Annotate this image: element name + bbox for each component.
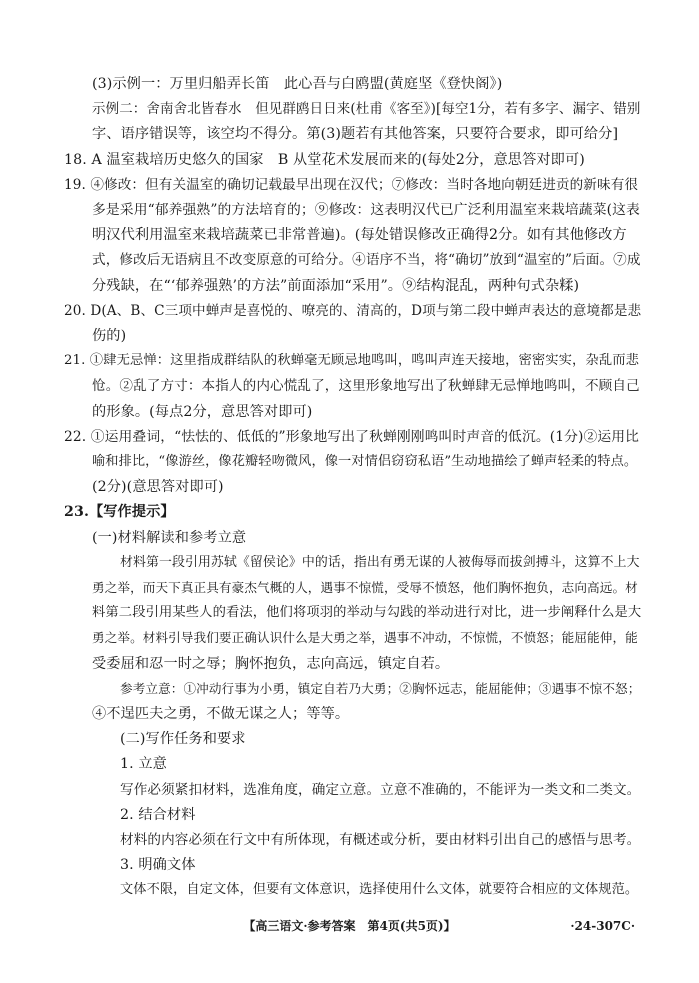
text-line: 23.【写作提示】 xyxy=(64,504,175,521)
text-line: 18. A 温室栽培历史悠久的国家 B 从堂花术发展而来的(每处2分，意思答对即可) xyxy=(64,151,585,168)
text-line: 材料的内容必须在行文中有所体现，有概述或分析，要由材料引出自己的感悟与思考。 xyxy=(120,832,641,848)
text-line: 明汉代利用温室来栽培蔬菜已非常普遍)。(每处错误修改正确得2分。如有其他修改方 xyxy=(92,227,627,244)
text-line: 伤的) xyxy=(92,328,127,344)
text-line: 喻和排比，“像游丝，像花瓣轻吻微风，像一对情侣窃窃私语”生动地描绘了蝉声轻柔的特点。 xyxy=(92,454,638,469)
text-line: 勇之举，而天下真正具有豪杰气概的人，遇事不惊慌，受辱不愤怒，他们胸怀抱负，志向高远。材 xyxy=(92,580,638,595)
text-line: 受委屈和忍一时之辱；胸怀抱负，志向高远，镇定自若。 xyxy=(92,655,450,672)
text-line: 3. 明确文体 xyxy=(120,857,196,874)
footer-page-info: 【高三语文·参考答案 第4页(共5页)】 xyxy=(243,919,456,933)
text-line: 怆。②乱了方寸：本指人的内心慌乱了，这里形象地写出了秋蝉肆无忌惮地鸣叫，不顾自己 xyxy=(92,378,640,395)
footer-code: ·24-307C· xyxy=(570,919,635,933)
text-line: 字、语序错误等，该空均不得分。第(3)题若有其他答案，只要符合要求，即可给分] xyxy=(92,126,619,143)
text-line: 式，修改后无语病且不改变原意的可给分。④语序不当，将“确切”放到“温室的”后面。⑦成 xyxy=(92,252,641,269)
text-line: 写作必须紧扣材料，选准角度，确定立意。立意不准确的，不能评为一类文和二类文。 xyxy=(120,781,641,798)
text-line: (二)写作任务和要求 xyxy=(120,731,246,748)
text-line: (一)材料解读和参考立意 xyxy=(92,529,247,546)
text-line: 2. 结合材料 xyxy=(120,806,196,823)
text-line: 20. D(A、B、C三项中蝉声是喜悦的、嘹亮的、清高的，D项与第二段中蝉声表达的意境都是悲 xyxy=(64,302,642,319)
page-footer xyxy=(0,916,699,936)
text-line: (3)示例一：万里归船弄长笛 此心吾与白鸥盟(黄庭坚《登快阁》) xyxy=(92,76,503,92)
text-line: 参考立意：①冲动行事为小勇，镇定自若乃大勇；②胸怀远志，能屈能伸；③遇事不惊不怒； xyxy=(120,680,641,696)
text-line: 1. 立意 xyxy=(120,756,167,773)
text-line: 22. ①运用叠词，“怯怯的、低低的”形象地写出了秋蝉刚刚鸣叫时声音的低沉。(1分)②运用比 xyxy=(64,428,640,445)
text-line: 勇之举。材料引导我们要正确认识什么是大勇之举，遇事不冲动，不惊慌，不愤怒；能屈能伸，能 xyxy=(92,630,638,646)
text-line: 的形象。(每点2分，意思答对即可) xyxy=(92,403,313,420)
text-line: 分残缺，在“‘郁养强熟’的方法”前面添加“采用”。⑨结构混乱，两种句式杂糅) xyxy=(92,277,580,294)
text-line: 19. ④修改：但有关温室的确切记载最早出现在汉代；⑦修改：当时各地向朝廷进贡的新味有很 xyxy=(64,176,639,193)
text-line: 示例二：舍南舍北皆春水 但见群鸥日日来(杜甫《客至》)[每空1分，若有多字、漏字、错别 xyxy=(92,101,641,118)
text-line: ④不逞匹夫之勇，不做无谋之人；等等。 xyxy=(92,706,350,722)
text-line: 21. ①肆无忌惮：这里指成群结队的秋蝉毫无顾忌地鸣叫，鸣叫声连天接地，密密实实，杂乱而悲 xyxy=(64,353,640,369)
text-line: 文体不限，自定文体，但要有文体意识，选择使用什么文体，就要符合相应的文体规范。 xyxy=(120,882,639,898)
text-line: 多是采用“郁养强熟”的方法培育的；⑨修改：这表明汉代已广泛利用温室来栽培蔬菜(这表 xyxy=(92,202,640,218)
text-line: 材料第一段引用苏轼《留侯论》中的话，指出有勇无谋的人被侮辱而拔剑搏斗，这算不上大 xyxy=(120,554,640,570)
text-line: 料第二段引用某些人的看法，他们将项羽的举动与勾践的举动进行对比，进一步阐释什么是大 xyxy=(92,605,642,621)
text-line: (2分)(意思答对即可) xyxy=(92,479,224,496)
